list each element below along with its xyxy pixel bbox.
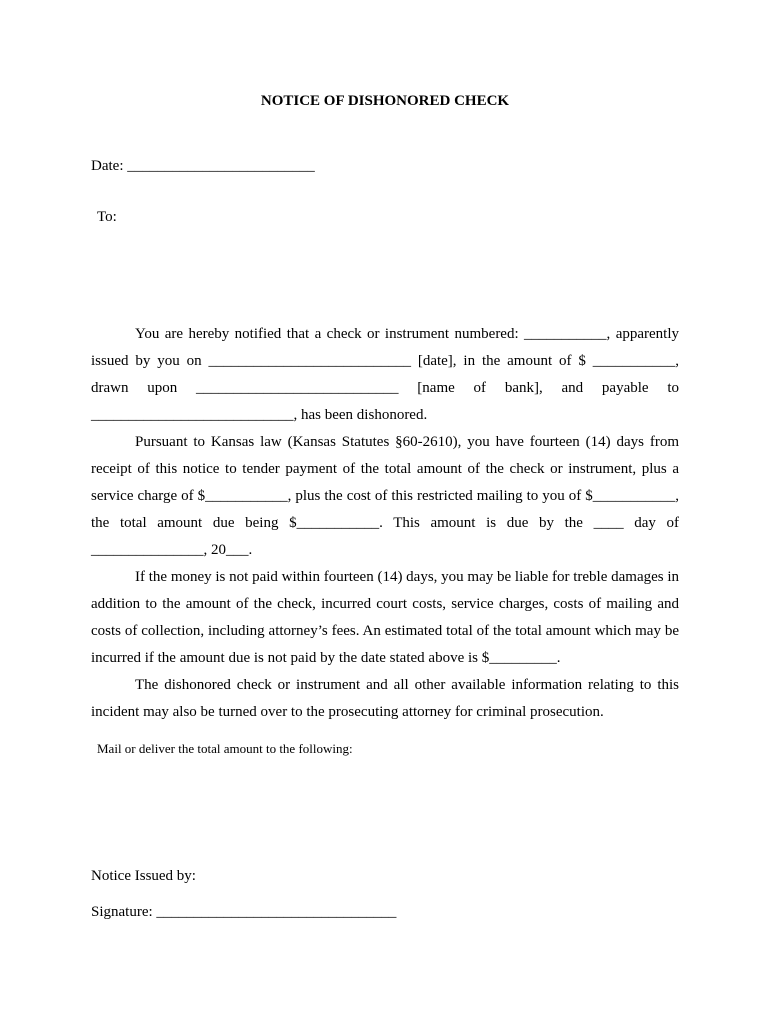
notice-body — [91, 321, 679, 726]
signature-line: Signature: ________________________________ — [91, 904, 397, 920]
date-line: Date: _________________________ — [91, 158, 315, 174]
to-label: To: — [97, 209, 117, 225]
issued-by-label: Notice Issued by: — [91, 868, 196, 884]
document-title: NOTICE OF DISHONORED CHECK — [260, 93, 510, 109]
paragraph-notification: You are hereby notified that a check or instrument numbered: ___________, apparently issued by you on ___________________________ [date], in the amount of $ ___________, drawn upon ___________________________ [name of bank], and payable to ___________________________, has been dishonored. — [91, 326, 679, 423]
paragraph-prosecution: The dishonored check or instrument and all other available information relating to this incident may also be turned over to the prosecuting attorney for criminal prosecution. — [91, 677, 679, 720]
paragraph-treble-damages: If the money is not paid within fourteen (14) days, you may be liable for treble damages in addition to the amount of the check, incurred court costs, service charges, costs of mailing and costs of collection, including attorney’s fees. An estimated total of the total amount which may be incurred if the amount due is not paid by the date stated above is $_________. — [91, 569, 680, 666]
paragraph-kansas-law: Pursuant to Kansas law (Kansas Statutes §60-2610), you have fourteen (14) days from receipt of this notice to tender payment of the total amount of the check or instrument, plus a service charge of $___________, plus the cost of this restricted mailing to you of $___________, the total amount due being $___________. This amount is due by the ____ day of _______________, 20___. — [91, 434, 679, 558]
mail-instruction: Mail or deliver the total amount to the following: — [97, 741, 353, 756]
